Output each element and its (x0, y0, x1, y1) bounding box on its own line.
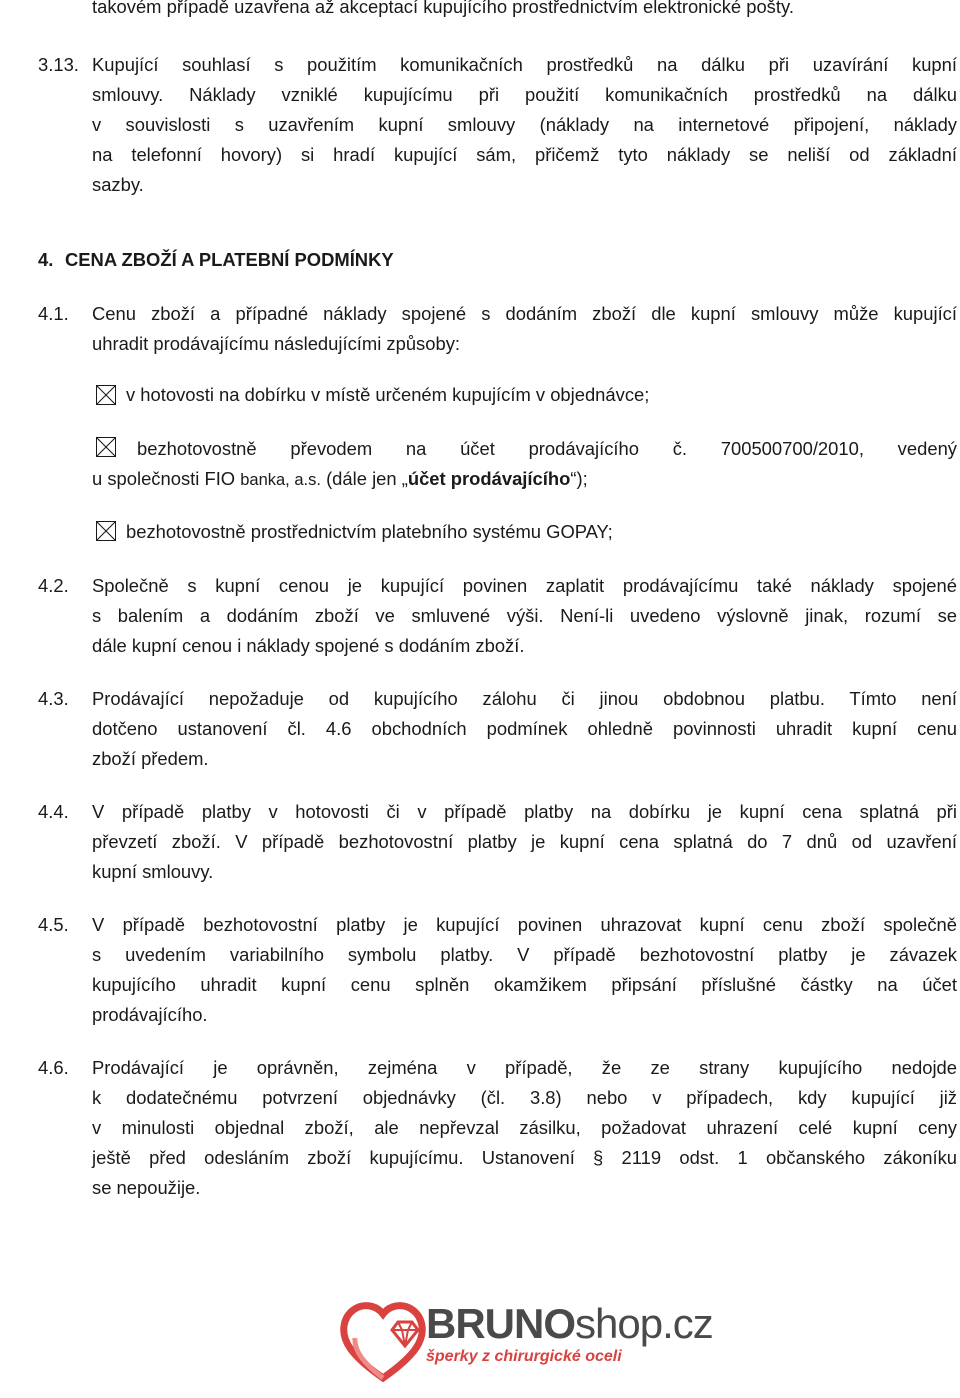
transfer-defined-as: (dále jen „ (320, 468, 408, 489)
section-4-5-number: 4.5. (38, 914, 69, 935)
section-4-6-line-1: Prodávající je oprávněn, zejména v případě, že ze strany kupujícího nedojde (92, 1057, 957, 1078)
section-4-5-line-1: V případě bezhotovostní platby je kupující povinen uhrazovat kupní cenu zboží společně (92, 914, 957, 935)
payment-option-cash-checkbox[interactable] (96, 385, 116, 405)
logo-brand-domain: shop.cz (575, 1300, 713, 1347)
checkbox-cross-icon (97, 386, 115, 404)
section-3-13-line-1: Kupující souhlasí s použitím komunikačních prostředků na dálku při uzavírání kupní (92, 54, 957, 75)
section-4-2-line-2: s balením a dodáním zboží ve smluvené výši. Není-li uvedeno výslovně jinak, rozumí se (92, 605, 957, 626)
section-4-3-line-3: zboží předem. (92, 748, 209, 769)
logo-brand-bold: BRUNO (426, 1300, 575, 1347)
heading-4-title: CENA ZBOŽÍ A PLATEBNÍ PODMÍNKY (65, 249, 394, 270)
payment-option-transfer-label: bezhotovostně převodem na účet prodávajícího č. 700500700/2010, vedený (137, 438, 957, 459)
section-4-3-line-1: Prodávající nepožaduje od kupujícího zálohu či jinou obdobnou platbu. Tímto není (92, 688, 957, 709)
checkbox-cross-icon (97, 438, 115, 456)
section-4-6-line-4: ještě před odesláním zboží kupujícímu. Ustanovení § 2119 odst. 1 občanského zákoníku (92, 1147, 957, 1168)
section-4-5-line-2: s uvedením variabilního symbolu platby. V případě bezhotovostní platby je závazek (92, 944, 957, 965)
payment-option-transfer-checkbox[interactable] (96, 437, 116, 457)
section-4-1-line-2: uhradit prodávajícímu následujícími způsoby: (92, 333, 461, 354)
payment-option-cash-label: v hotovosti na dobírku v místě určeném kupujícím v objednávce; (126, 384, 650, 405)
transfer-defined-term: účet prodávajícího (407, 468, 571, 489)
section-4-6-line-5: se nepoužije. (92, 1177, 201, 1198)
section-3-13-line-3: v souvislosti s uzavřením kupní smlouvy (náklady na internetové připojení, náklady (92, 114, 957, 135)
section-4-1-number: 4.1. (38, 303, 69, 324)
logo-tagline: šperky z chirurgické oceli (426, 1348, 622, 1365)
transfer-bank-prefix: u společnosti FIO (92, 468, 241, 489)
section-4-2-line-3: dále kupní cenou i náklady spojené s dodáním zboží. (92, 635, 525, 656)
section-4-2-line-1: Společně s kupní cenou je kupující povinen zaplatit prodávajícímu také náklady spojené (92, 575, 957, 596)
section-4-3-line-2: dotčeno ustanovení čl. 4.6 obchodních podmínek ohledně povinnosti uhradit kupní cenu (92, 718, 957, 739)
section-4-2-number: 4.2. (38, 575, 69, 596)
transfer-defined-close: “); (570, 468, 588, 489)
section-4-5-line-3: kupujícího uhradit kupní cenu splněn okamžikem připsání příslušné částky na účet (92, 974, 957, 995)
intro-line: takovém případě uzavřena až akceptací kupujícího prostřednictvím elektronické pošty. (92, 0, 794, 17)
section-4-4-line-3: kupní smlouvy. (92, 861, 214, 882)
transfer-bank-name: banka, a.s. (240, 471, 321, 489)
payment-option-transfer-continuation (92, 468, 588, 491)
section-4-4-number: 4.4. (38, 801, 69, 822)
section-4-6-line-3: v minulosti objednal zboží, ale nepřevzal zásilku, požadovat uhrazení celé kupní ceny (92, 1117, 957, 1138)
logo-brand (426, 1302, 713, 1346)
brunoshop-logo (340, 1300, 713, 1380)
section-4-6-line-2: k dodatečnému potvrzení objednávky (čl. 3.8) nebo v případech, kdy kupující již (92, 1087, 957, 1108)
section-4-5-line-4: prodávajícího. (92, 1004, 208, 1025)
section-4-6-number: 4.6. (38, 1057, 69, 1078)
section-4-3-number: 4.3. (38, 688, 69, 709)
section-4-1-line-1: Cenu zboží a případné náklady spojené s dodáním zboží dle kupní smlouvy může kupující (92, 303, 957, 324)
section-3-13-number: 3.13. (38, 54, 79, 75)
checkbox-cross-icon (97, 522, 115, 540)
section-3-13-line-4: na telefonní hovory) si hradí kupující sám, přičemž tyto náklady se neliší od základní (92, 144, 957, 165)
section-4-4-line-1: V případě platby v hotovosti či v případě platby na dobírku je kupní cena splatná při (92, 801, 957, 822)
payment-option-gopay-checkbox[interactable] (96, 521, 116, 541)
section-3-13-line-5: sazby. (92, 174, 144, 195)
heading-4-number: 4. (38, 249, 54, 270)
payment-option-gopay-label: bezhotovostně prostřednictvím platebního systému GOPAY; (126, 521, 613, 542)
section-4-4-line-2: převzetí zboží. V případě bezhotovostní platby je kupní cena splatná do 7 dnů od uzavření (92, 831, 957, 852)
heart-diamond-icon (340, 1300, 426, 1386)
section-3-13-line-2: smlouvy. Náklady vzniklé kupujícímu při použití komunikačních prostředků na dálku (92, 84, 957, 105)
